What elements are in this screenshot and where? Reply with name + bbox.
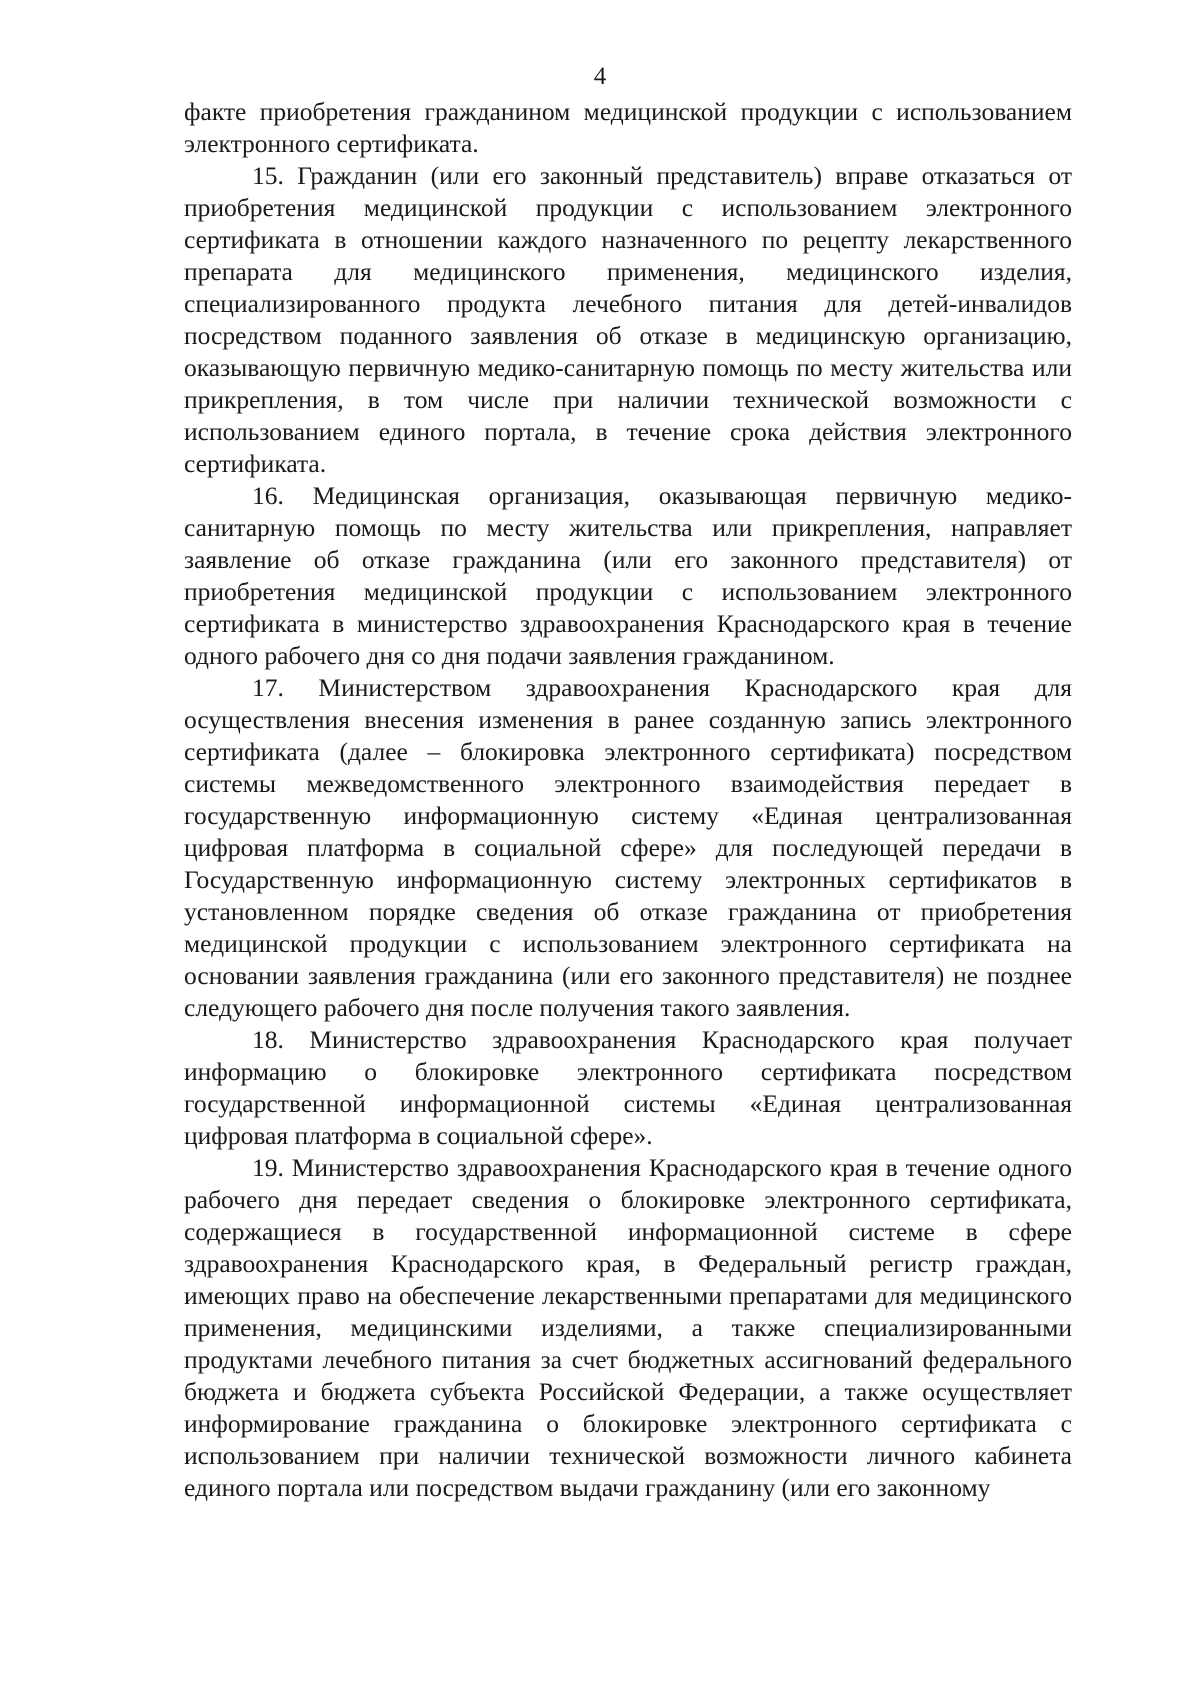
paragraph-clause-17: 17. Министерством здравоохранения Краснодарского края для осуществления внесения изменения в ранее созданную запись электронного сертификата (далее – блокировка электронного сертификата) посредством системы межведомственного электронного взаимодействия передает в государственную информационную систему «Единая централизованная цифровая платформа в социальной сфере» для последующей передачи в Государственную информационную систему электронных сертификатов в установленном порядке сведения об отказе гражданина от приобретения медицинской продукции с использованием электронного сертификата на основании заявления гражданина (или его законного представителя) не позднее следующего рабочего дня после получения такого заявления.: [184, 673, 1072, 1022]
paragraph-continuation: факте приобретения гражданином медицинской продукции с использованием электронного сертификата.: [184, 97, 1072, 158]
paragraph-clause-18: 18. Министерство здравоохранения Краснодарского края получает информацию о блокировке электронного сертификата посредством государственной информационной системы «Единая централизованная цифровая платформа в социальной сфере».: [184, 1025, 1072, 1150]
document-body: [184, 96, 1072, 1504]
paragraph-clause-15: 15. Гражданин (или его законный представитель) вправе отказаться от приобретения медицинской продукции с использованием электронного сертификата в отношении каждого назначенного по рецепту лекарственного препарата для медицинского применения, медицинского изделия, специализированного продукта лечебного питания для детей-инвалидов посредством поданного заявления об отказе в медицинскую организацию, оказывающую первичную медико-санитарную помощь по месту жительства или прикрепления, в том числе при наличии технической возможности с использованием единого портала, в течение срока действия электронного сертификата.: [184, 161, 1072, 478]
page-number: 4: [593, 63, 607, 90]
paragraph-clause-16: 16. Медицинская организация, оказывающая первичную медико-санитарную помощь по месту жительства или прикрепления, направляет заявление об отказе гражданина (или его законного представителя) от приобретения медицинской продукции с использованием электронного сертификата в министерство здравоохранения Краснодарского края в течение одного рабочего дня со дня подачи заявления гражданином.: [184, 481, 1072, 670]
paragraph-clause-19: 19. Министерство здравоохранения Краснодарского края в течение одного рабочего дня передает сведения о блокировке электронного сертификата, содержащиеся в государственной информационной системе в сфере здравоохранения Краснодарского края, в Федеральный регистр граждан, имеющих право на обеспечение лекарственными препаратами для медицинского применения, медицинскими изделиями, а также специализированными продуктами лечебного питания за счет бюджетных ассигнований федерального бюджета и бюджета субъекта Российской Федерации, а также осуществляет информирование гражданина о блокировке электронного сертификата с использованием при наличии технической возможности личного кабинета единого портала или посредством выдачи гражданину (или его законному: [184, 1153, 1072, 1502]
